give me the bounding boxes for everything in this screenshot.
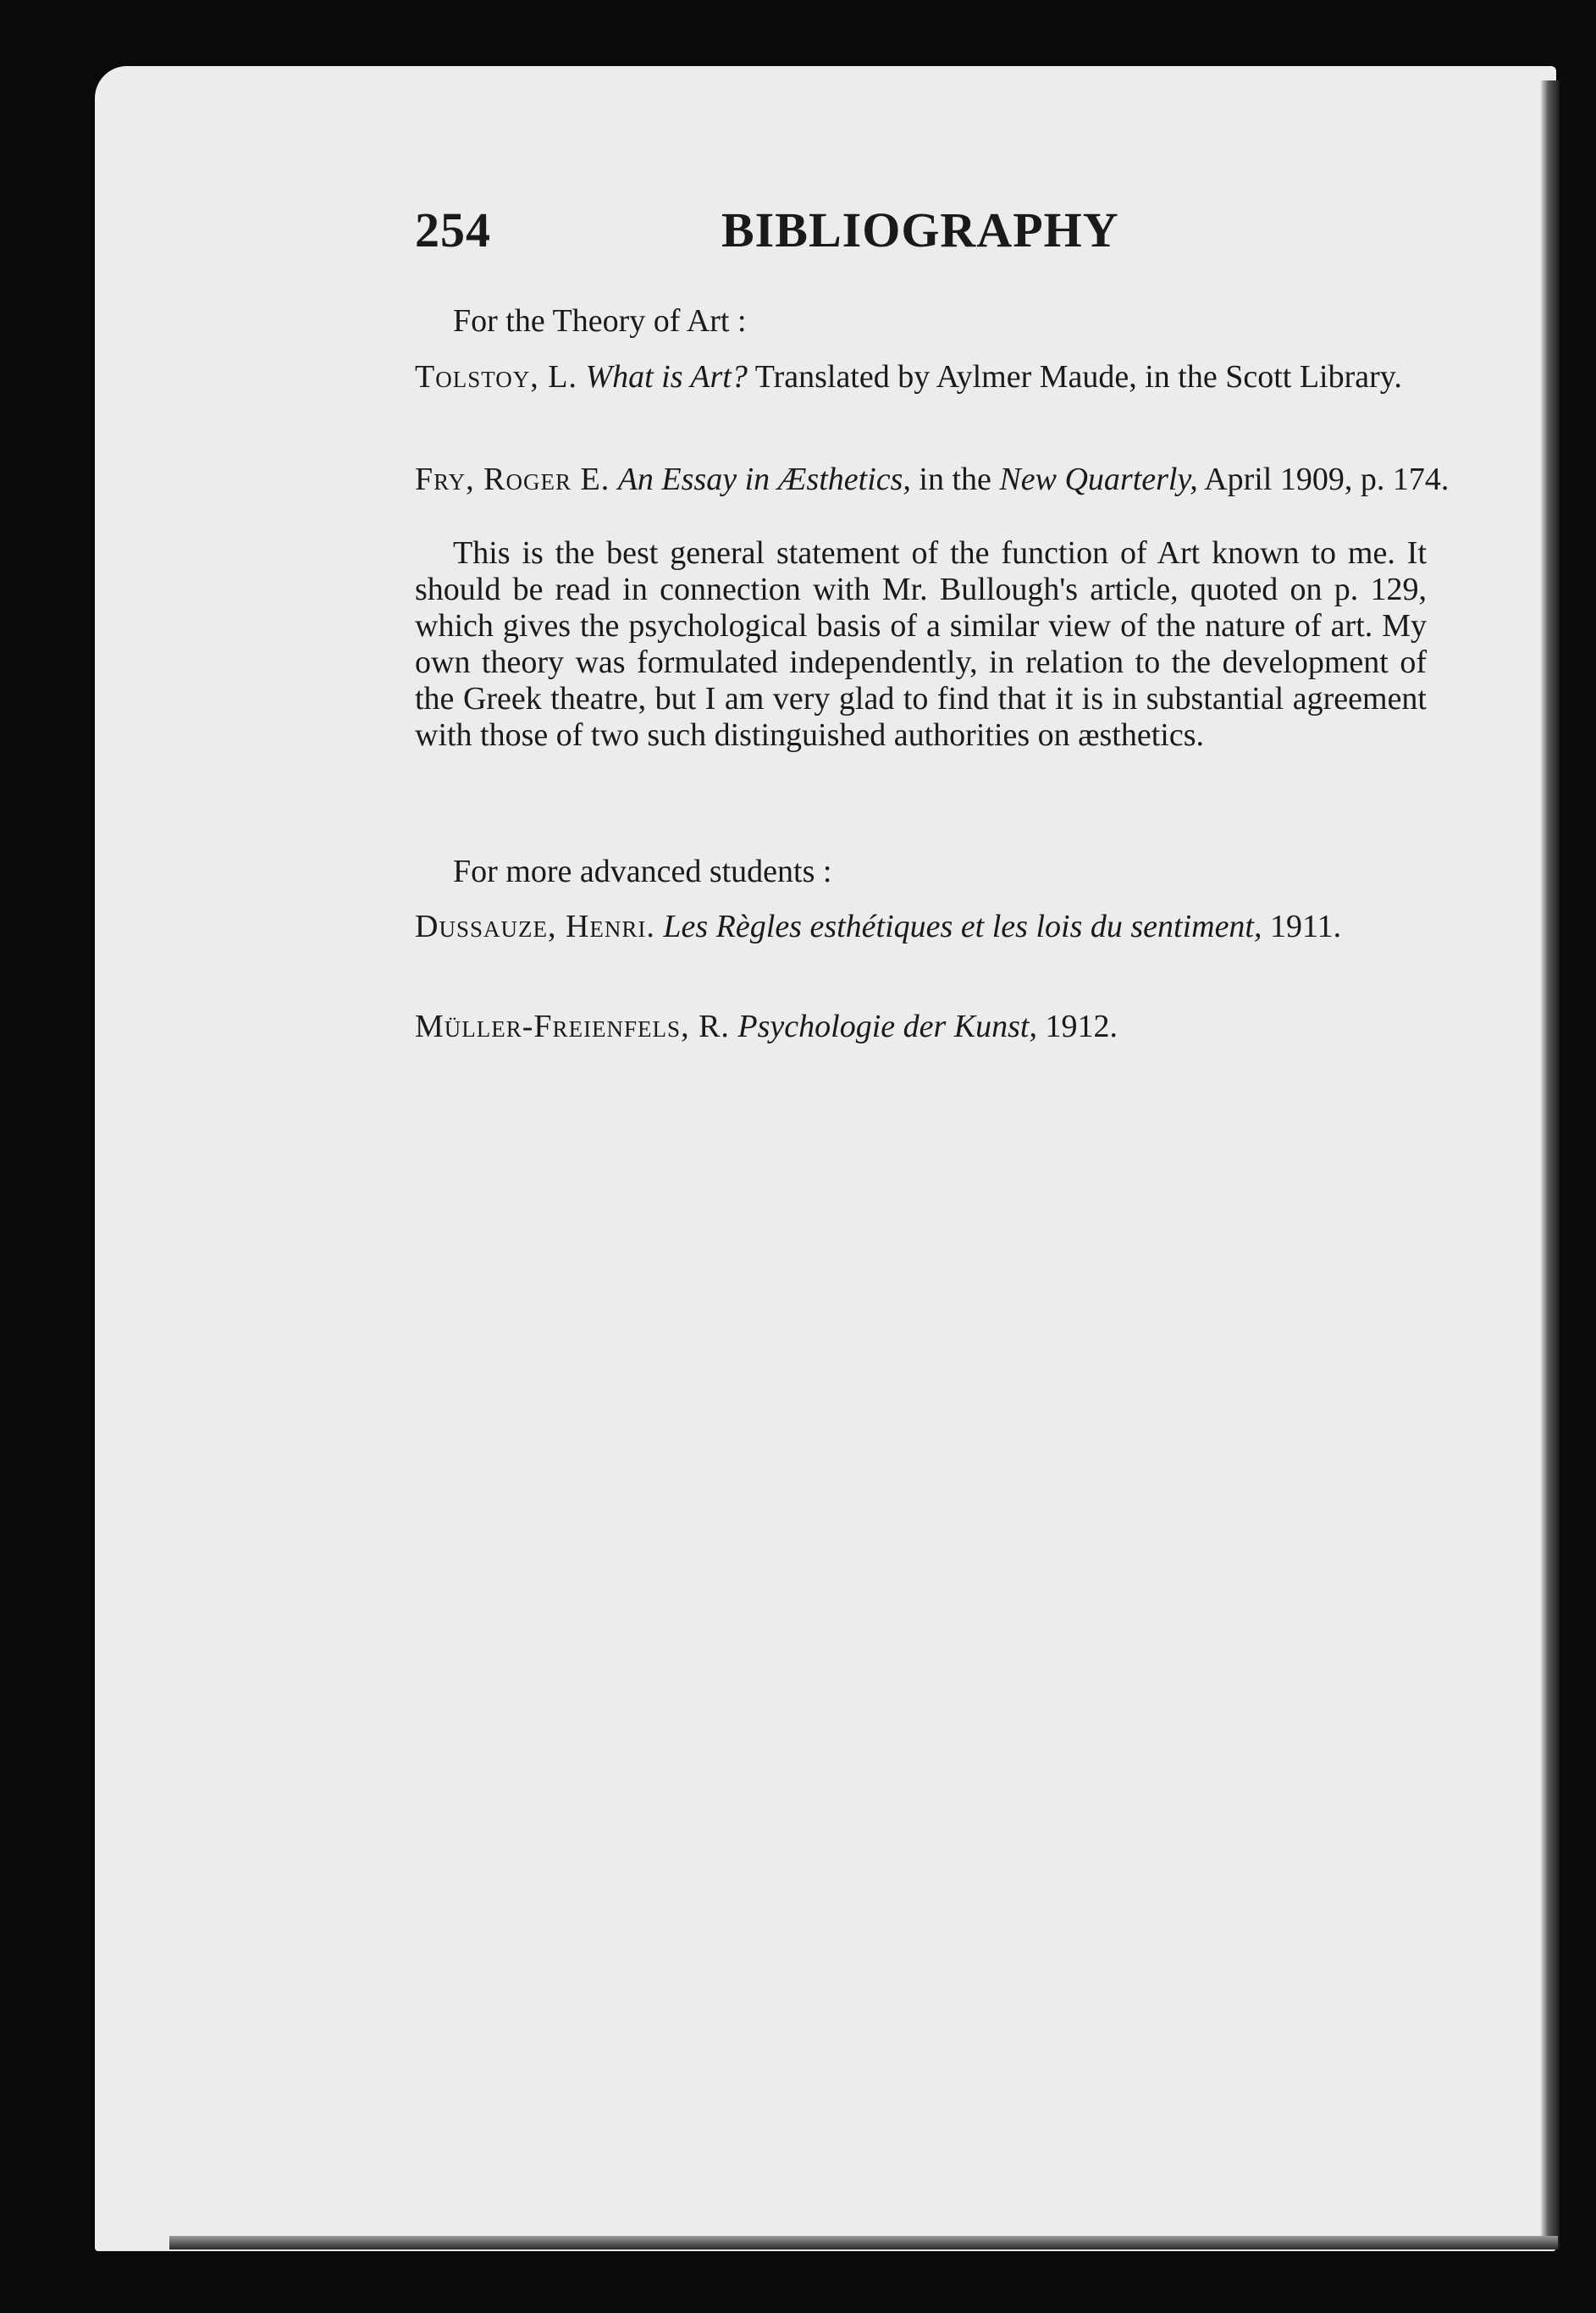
entry-author: Tolstoy, L.	[415, 359, 577, 395]
entry-author: Fry, Roger E.	[415, 462, 610, 497]
entry-title: Les Règles esthétiques et les lois du sentiment,	[663, 909, 1262, 944]
entry-author: Dussauze, Henri.	[415, 909, 655, 944]
page-number: 254	[415, 202, 491, 257]
entry-details: Translated by Aylmer Maude, in the Scott Library.	[754, 359, 1402, 395]
annotation-paragraph: This is the best general statement of the function of Art known to me. It should be read in connection with Mr. Bullough's article, quoted on p. 129, which gives the psychological basis of a similar view of the nature of art. My own theory was formulated independently, in relation to the development of the Greek theatre, but I am very glad to find that it is in substantial agreement with those of two such distinguished authorities on æsthetics.	[415, 535, 1427, 753]
bib-entry-tolstoy	[415, 359, 1462, 396]
entry-details: April 1909, p. 174.	[1204, 462, 1450, 497]
running-head: BIBLIOGRAPHY	[721, 202, 1119, 257]
entry-connector: in the	[919, 462, 991, 497]
bib-entry-dussauze	[415, 909, 1462, 945]
bib-entry-muller-freienfels	[415, 1009, 1462, 1045]
section-heading-advanced: For more advanced students :	[453, 854, 832, 889]
entry-details: 1911.	[1270, 909, 1342, 944]
page-edge-right	[1541, 80, 1560, 2249]
entry-title: An Essay in Æsthetics,	[617, 462, 911, 497]
section-heading-theory: For the Theory of Art :	[453, 303, 747, 339]
page-edge-bottom	[169, 2236, 1558, 2249]
entry-title: What is Art?	[585, 359, 748, 395]
entry-journal: New Quarterly,	[999, 462, 1198, 497]
entry-details: 1912.	[1045, 1009, 1118, 1044]
entry-author: Müller-Freienfels, R.	[415, 1009, 730, 1044]
bib-entry-fry	[415, 462, 1462, 498]
entry-title: Psychologie der Kunst,	[737, 1009, 1037, 1044]
